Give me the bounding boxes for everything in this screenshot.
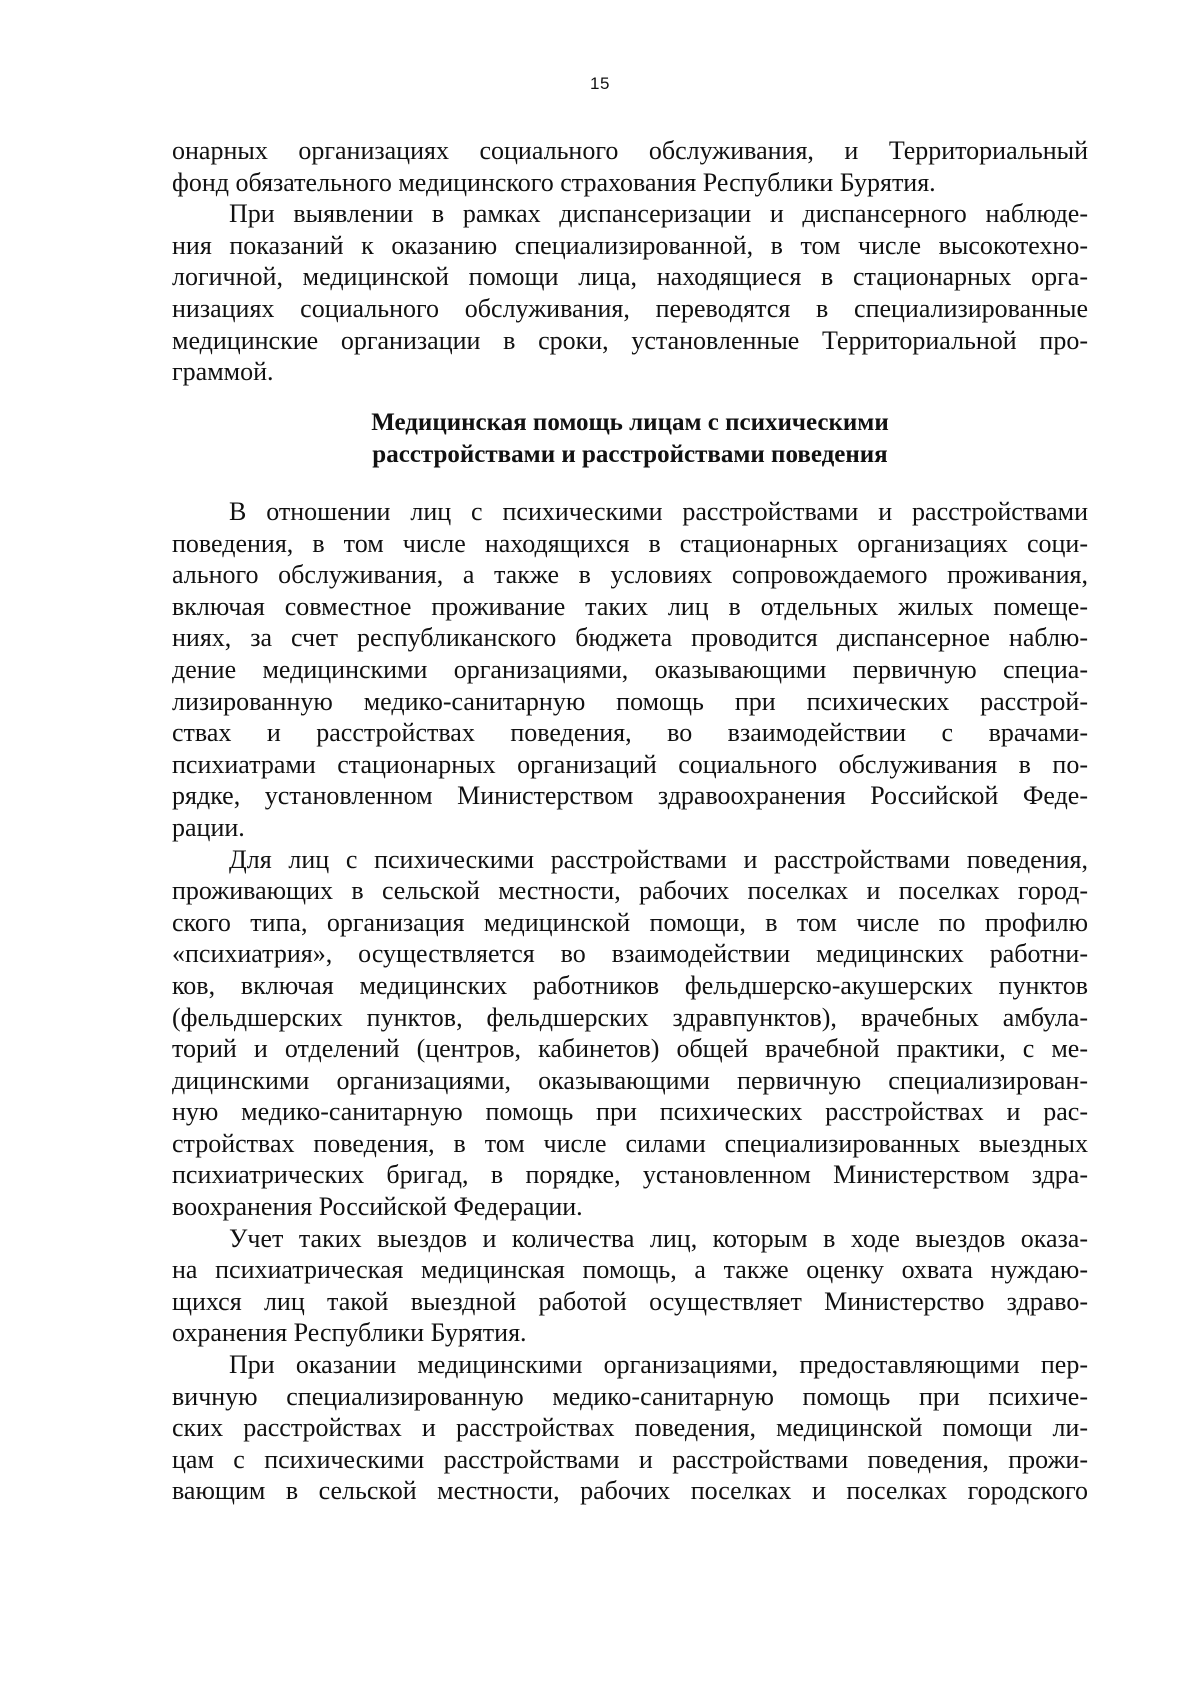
text-line: щихся лиц такой выездной работой осуществляет Министерство здраво- — [172, 1286, 1088, 1316]
text-line: В отношении лиц с психическими расстройствами и расстройствами — [229, 497, 1088, 526]
text-line: низациях социального обслуживания, переводятся в специализированные — [172, 293, 1088, 323]
text-line: психиатрических бригад, в порядке, установленном Министерством здра- — [172, 1160, 1088, 1190]
text-line: стройствах поведения, в том числе силами специализированных выездных — [172, 1128, 1088, 1158]
text-line: медицинские организации в сроки, установленные Территориальной про- — [172, 325, 1088, 355]
text-line: онарных организациях социального обслуживания, и Территориальный — [172, 136, 1088, 165]
text-line: дицинскими организациями, оказывающими первичную специализирован- — [172, 1065, 1088, 1095]
text-line: ского типа, организация медицинской помощи, в том числе по профилю — [172, 907, 1088, 937]
text-line: проживающих в сельской местности, рабочих поселках и поселках город- — [172, 876, 1088, 906]
text-line: ствах и расстройствах поведения, во взаимодействии с врачами- — [172, 718, 1088, 748]
text-line: ков, включая медицинских работников фельдшерско-акушерских пунктов — [172, 970, 1088, 1000]
text-line: ния показаний к оказанию специализированной, в том числе высокотехно- — [172, 230, 1088, 260]
heading-line: Медицинская помощь лицам с психическими — [371, 409, 889, 436]
text-line: воохранения Российской Федерации. — [172, 1192, 583, 1222]
text-line: психиатрами стационарных организаций социального обслуживания в по- — [172, 749, 1088, 779]
paragraph-block-1 — [172, 135, 1088, 388]
text-line: Для лиц с психическими расстройствами и расстройствами поведения, — [229, 844, 1088, 874]
text-line: (фельдшерских пунктов, фельдшерских здравпунктов), врачебных амбула- — [172, 1002, 1088, 1032]
text-line: ную медико-санитарную помощь при психических расстройствах и рас- — [172, 1097, 1088, 1127]
text-line: лизированную медико-санитарную помощь при психических расстрой- — [172, 686, 1088, 716]
text-line: включая совместное проживание таких лиц в отдельных жилых помеще- — [172, 591, 1088, 621]
text-line: вичную специализированную медико-санитарную помощь при психиче- — [172, 1381, 1088, 1411]
page-number: 15 — [590, 74, 610, 93]
text-line: вающим в сельской местности, рабочих поселках и поселках городского — [172, 1476, 1088, 1506]
text-line: поведения, в том числе находящихся в стационарных организациях соци- — [172, 528, 1088, 558]
text-line: на психиатрическая медицинская помощь, а также оценку охвата нуждаю- — [172, 1255, 1088, 1285]
text-line: При выявлении в рамках диспансеризации и диспансерного наблюде- — [229, 199, 1088, 229]
text-line: охранения Республики Бурятия. — [172, 1318, 527, 1348]
text-line: дение медицинскими организациями, оказывающими первичную специа- — [172, 654, 1088, 684]
text-line: рядке, установленном Министерством здравоохранения Российской Феде- — [172, 781, 1088, 811]
text-line: ских расстройствах и расстройствах поведения, медицинской помощи ли- — [172, 1413, 1088, 1443]
text-line: «психиатрия», осуществляется во взаимодействии медицинских работни- — [172, 939, 1088, 969]
text-line: При оказании медицинскими организациями, предоставляющими пер- — [229, 1350, 1088, 1380]
text-line: ниях, за счет республиканского бюджета проводится диспансерное наблю- — [172, 623, 1088, 653]
text-line: граммой. — [172, 357, 274, 387]
text-line: цам с психическими расстройствами и расстройствами поведения, прожи- — [172, 1444, 1088, 1474]
text-line: логичной, медицинской помощи лица, находящиеся в стационарных орга- — [172, 262, 1088, 292]
text-line: рации. — [172, 812, 245, 842]
text-line: фонд обязательного медицинского страхования Республики Бурятия. — [172, 167, 936, 197]
paragraph-block-2 — [172, 496, 1088, 1507]
text-line: ального обслуживания, а также в условиях сопровождаемого проживания, — [172, 560, 1088, 590]
text-line: торий и отделений (центров, кабинетов) общей врачебной практики, с ме- — [172, 1034, 1088, 1064]
section-heading — [172, 407, 1088, 470]
heading-line: расстройствами и расстройствами поведения — [372, 440, 888, 468]
text-line: Учет таких выездов и количества лиц, которым в ходе выездов оказа- — [229, 1223, 1088, 1253]
